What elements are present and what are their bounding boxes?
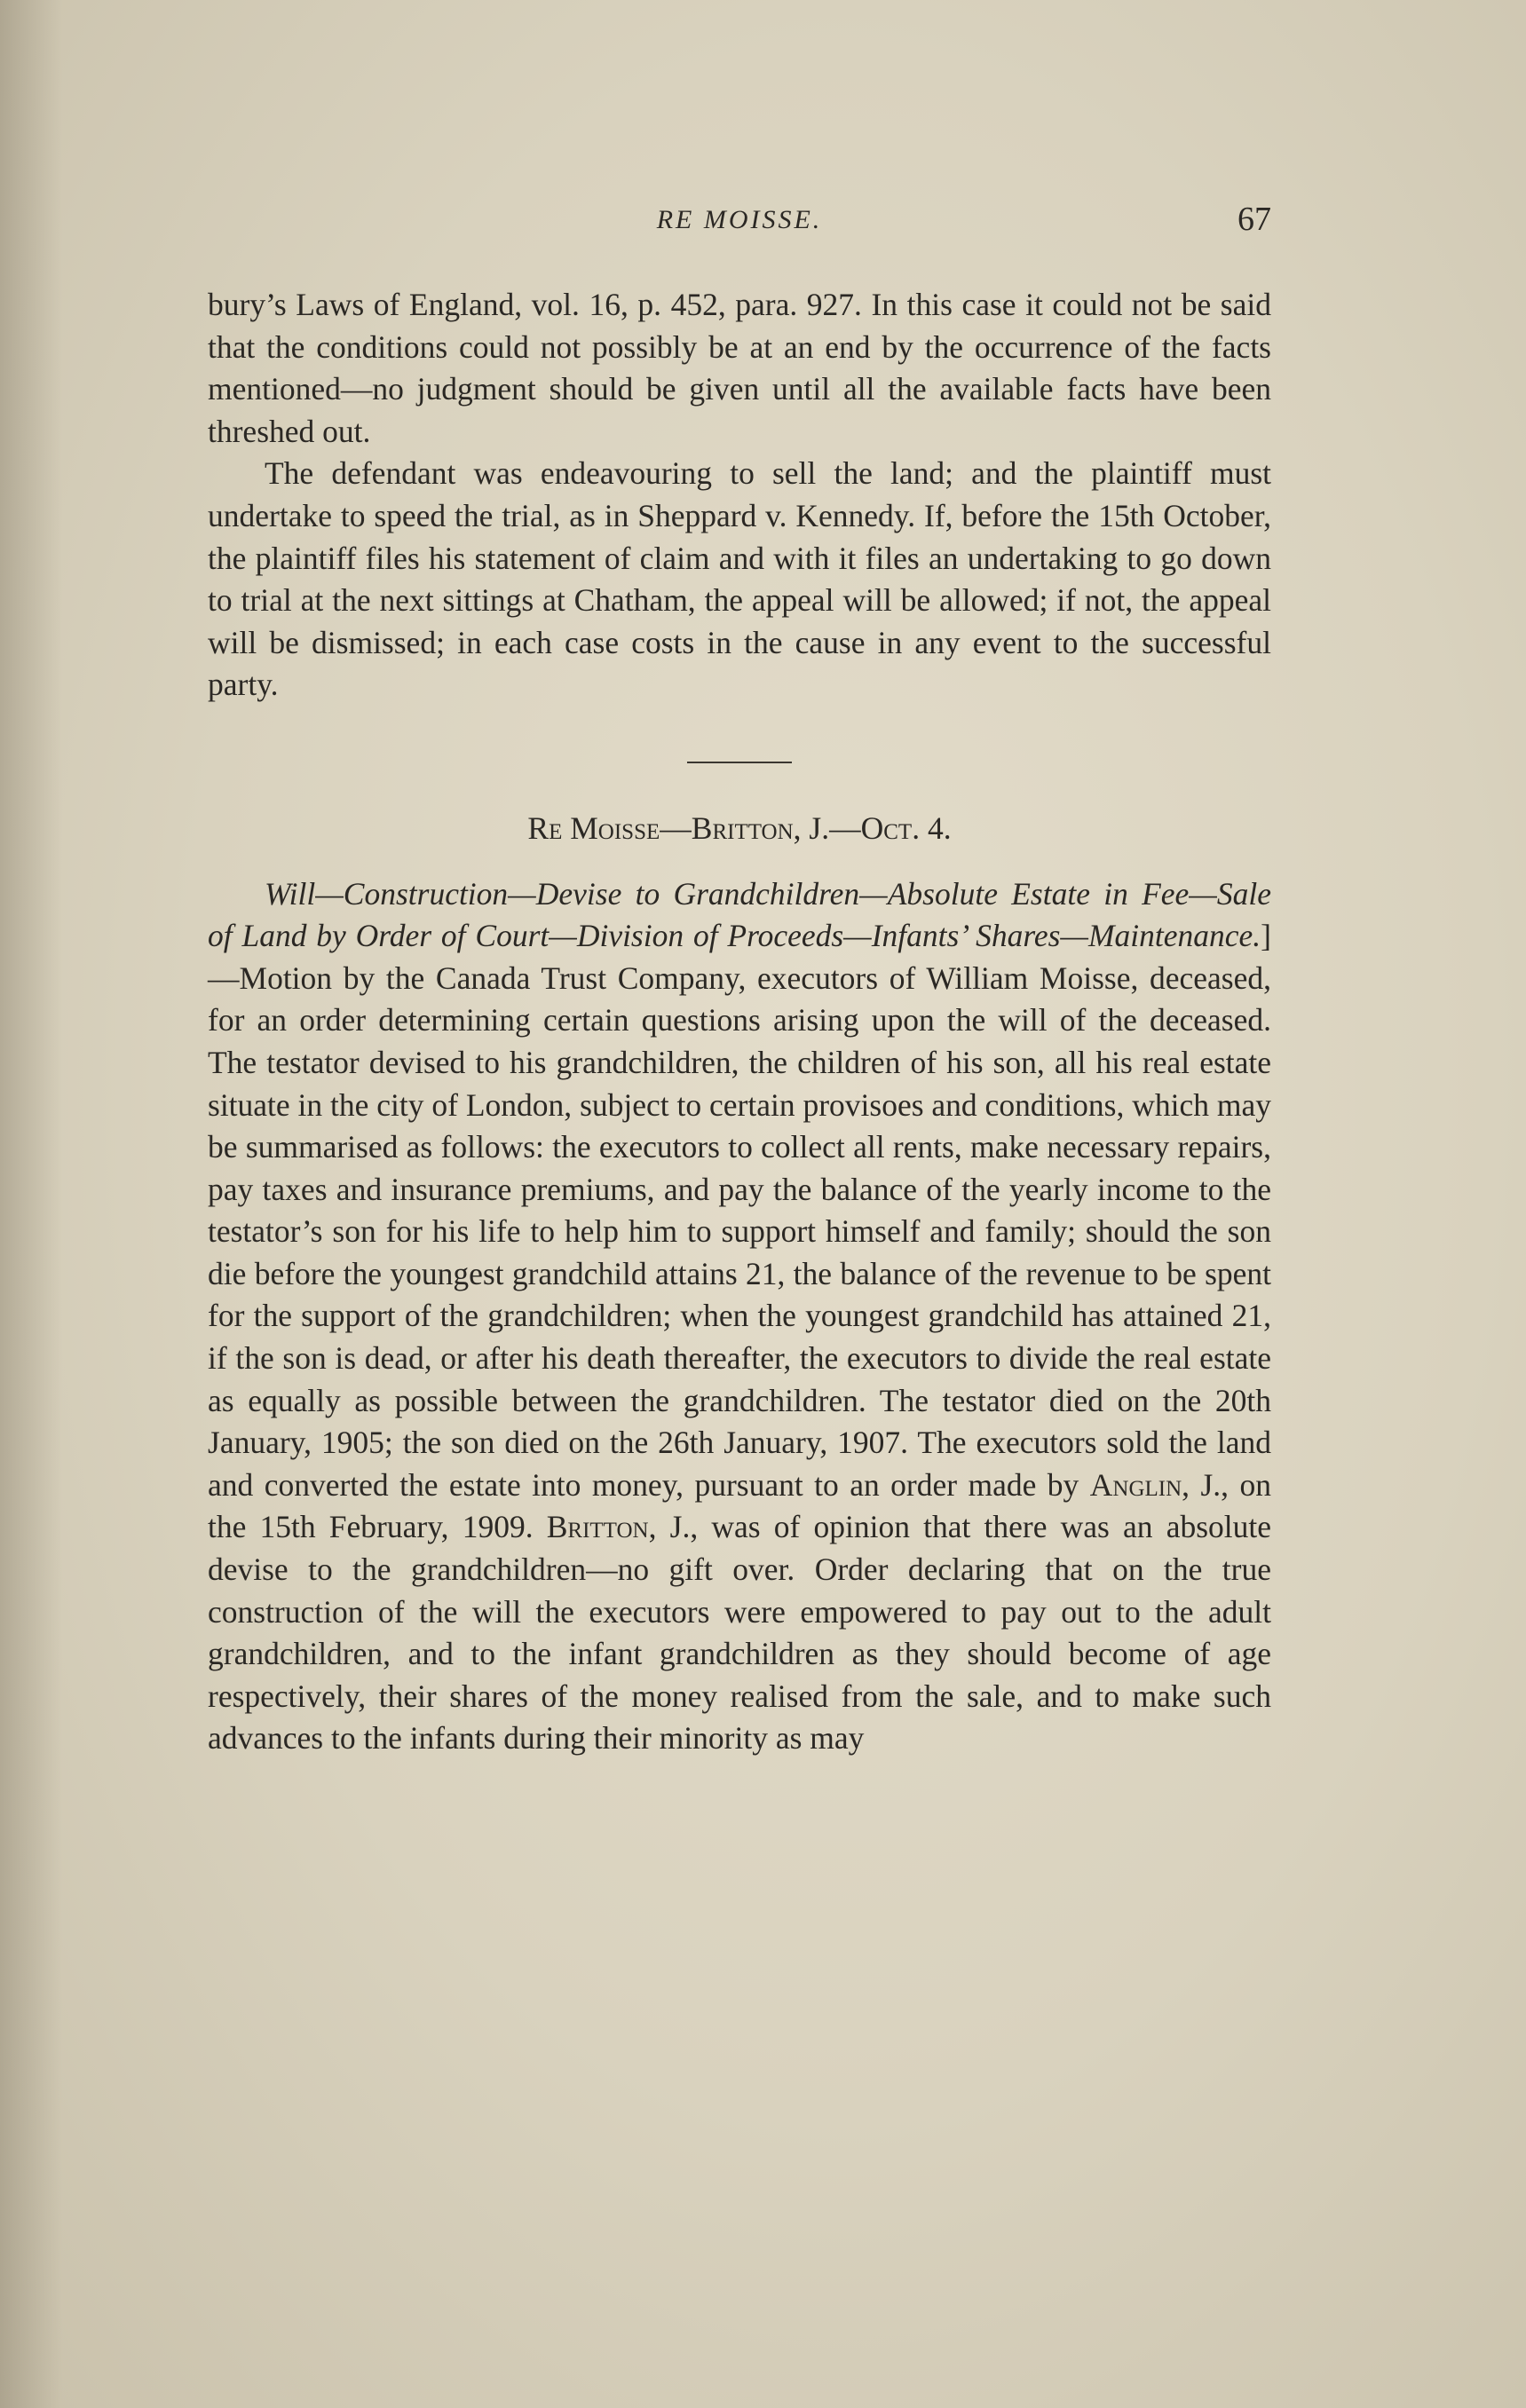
case-name: Re Moisse — [527, 809, 660, 846]
paragraph-continuation: bury’s Laws of England, vol. 16, p. 452, para. 927. In this case it could not be said that the conditions could not possibly be at an end by the occurrence of the facts mentioned—no judgment should be given until all the available facts have been threshed out. — [208, 287, 1271, 449]
page-number: 67 — [1237, 201, 1271, 238]
headnote: Will—Construction—Devise to Grandchildren—Absolute Estate in Fee—Sale of Land by Order of Court—Division of Proceeds—Infants’ Shares—Maintenance. — [208, 875, 1271, 954]
body-text — [208, 284, 1271, 1760]
case-report-paragraph — [208, 873, 1271, 1760]
case-report-text-3: , J., was of opinion that there was an absolute devise to the grandchildren—no gift over. Order declaring that on the true construction of the will the executors were empowered to pay out to the adult grandchildren, and to the infant grandchildren as they should become of age respectively, their shares of the money realised from the sale, and to make such advances to the infants during their minority as may — [208, 1509, 1271, 1757]
binding-shadow — [0, 0, 62, 2408]
case-judge-suffix: , J.— — [793, 809, 861, 846]
case-dash: — — [660, 809, 692, 846]
case-heading — [208, 808, 1271, 850]
section-divider — [687, 762, 792, 763]
case-report-text-1: ]—Motion by the Canada Trust Company, executors of William Moisse, deceased, for an order determining certain questions arising upon the will of the deceased. The testator devised to his grandchildren, the children of his son, all his real estate situate in the city of London, subject to certain provisoes and conditions, which may be summarised as follows: the executors to collect all rents, make necessary repairs, pay taxes and insurance premiums, and pay the balance of the yearly income to the testator’s son for his life to help him to support himself and family; should the son die before the youngest grandchild attains 21, the balance of the revenue to be spent for the support of the grandchildren; when the youngest grandchild has attained 21, if the son is dead, or after his death thereafter, the executors to divide the real estate as equally as possible between the grandchildren. The testator died on the 20th January, 1905; the son died on the 26th January, 1907. The executors sold the land and converted the estate into money, pursuant to an order made by — [208, 918, 1271, 1503]
paragraph-decision: The defendant was endeavouring to sell the land; and the plaintiff must undertake to speed the trial, as in Sheppard v. Kennedy. If, before the 15th October, the plaintiff files his statement of claim and with it files an undertaking to go down to trial at the next sittings at Chatham, the appeal will be allowed; if not, the appeal will be dismissed; in each case costs in the cause in any event to the successful party. — [208, 455, 1271, 703]
running-title: RE MOISSE. — [656, 205, 823, 234]
case-judge: Britton — [691, 809, 794, 846]
case-report-text-2: , J., on the 15th February, 1909. — [208, 1466, 1271, 1545]
judge-anglin: Anglin — [1089, 1466, 1182, 1503]
judge-britton: Britton — [546, 1509, 649, 1545]
running-head — [208, 200, 1271, 253]
case-date: Oct. 4. — [860, 809, 952, 846]
